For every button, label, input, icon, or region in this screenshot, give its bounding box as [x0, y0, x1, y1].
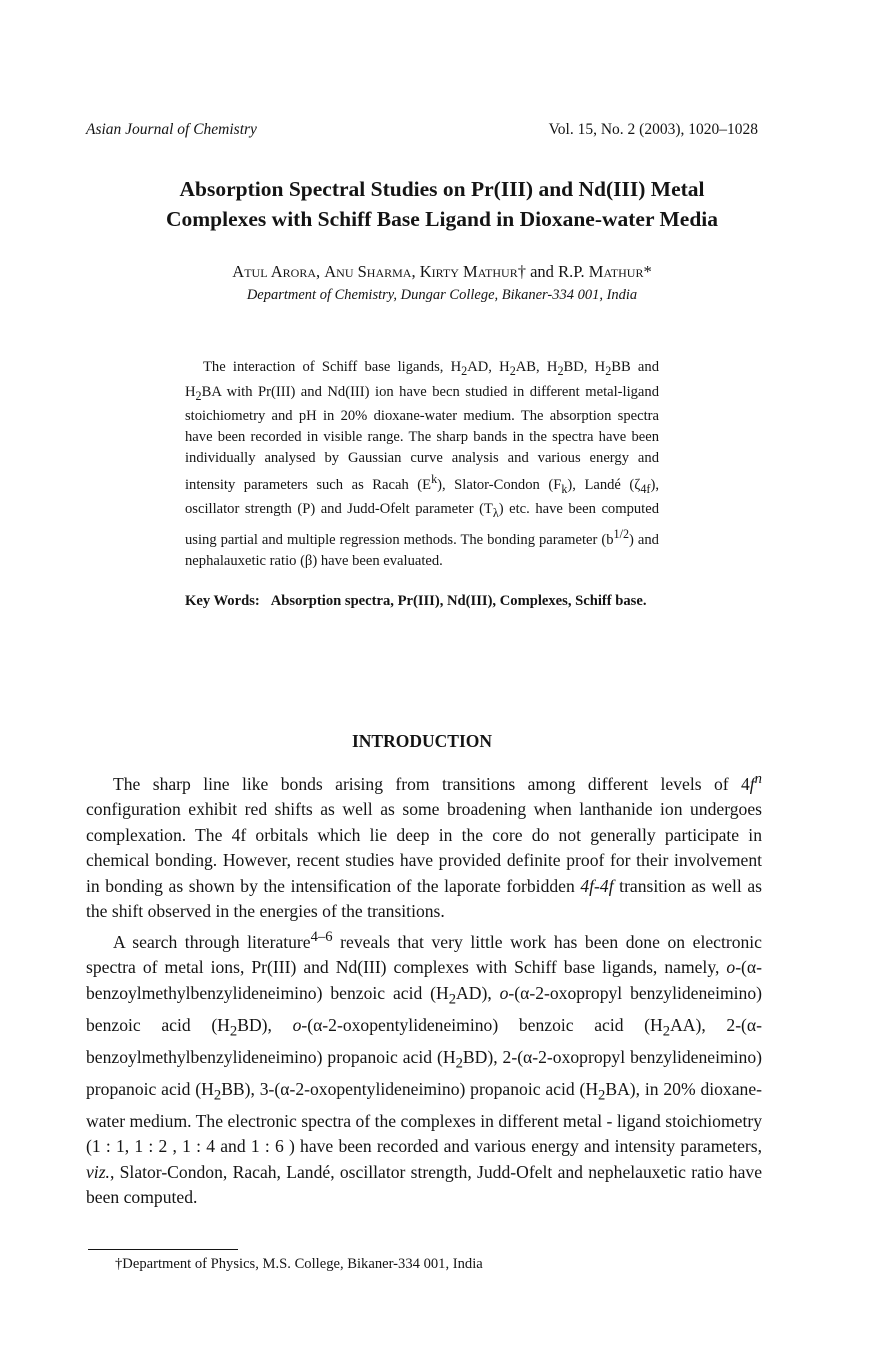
abstract-text: AB, H	[515, 359, 558, 375]
author-name: Anu Sharma	[324, 262, 412, 281]
volume-info: Vol. 15, No. 2 (2003), 1020–1028	[548, 121, 758, 138]
body-text: viz.	[86, 1161, 110, 1182]
body-text: -(α-2-oxopropyl benzylideneimino) benzoic acid (H	[86, 982, 762, 1035]
abstract-text: ) and nephalauxetic ratio (β) have been evaluated.	[185, 531, 659, 569]
abstract-text: ), Slator-Condon (F	[437, 476, 562, 493]
body-text: 4f-4f	[580, 875, 614, 896]
body-text: AA), 2-(α-benzoylmethylbenzylideneimino) propanoic acid (H	[86, 1014, 762, 1067]
paper-title	[60, 174, 824, 234]
abstract-text: The interaction of Schiff base ligands, H	[203, 359, 462, 375]
subscript: 2	[509, 363, 516, 378]
citation-superscript: 4–6	[310, 928, 333, 945]
introduction-body	[86, 767, 762, 1211]
abstract	[185, 357, 659, 572]
subscript: 2	[662, 1023, 671, 1040]
journal-name: Asian Journal of Chemistry	[86, 121, 257, 138]
footnote: †Department of Physics, M.S. College, Bikaner-334 001, India	[115, 1256, 483, 1272]
keywords	[185, 591, 659, 612]
title-line-2: Complexes with Schiff Base Ligand in Dioxane-water Media	[165, 207, 719, 231]
body-text: AD),	[456, 982, 500, 1003]
author-separator: ,	[411, 262, 420, 281]
subscript: 2	[455, 1055, 463, 1072]
author-name: R.P. Mathur	[558, 262, 644, 281]
subscript: 2	[605, 363, 612, 378]
body-text: f	[749, 773, 755, 794]
abstract-text: ) etc. have been computed using partial and multiple regression methods. The bonding parameter (b	[185, 501, 659, 548]
abstract-text: ), oscillator strength (P) and Judd-Ofelt parameter (T	[185, 476, 659, 518]
body-text: transition as well as the shift observed in the energies of the transitions.	[86, 875, 763, 922]
body-text: , Slator-Condon, Racah, Landé, oscillator strength, Judd-Ofelt and nephelauxetic ratio have been computed.	[86, 1161, 762, 1208]
abstract-text: BD, H	[563, 359, 606, 375]
body-text: o	[499, 982, 509, 1003]
subscript: 2	[598, 1087, 606, 1104]
paragraph	[86, 767, 762, 925]
author-separator: and	[525, 262, 559, 281]
body-text: The sharp line like bonds arising from transitions among different levels of 4	[113, 773, 750, 794]
superscript: k	[431, 471, 438, 486]
author-name: Kirty Mathur	[419, 262, 518, 281]
subscript: 2	[195, 388, 202, 403]
body-text: BD),	[237, 1014, 293, 1035]
superscript: n	[754, 771, 762, 787]
author-list	[60, 262, 824, 282]
footnote-divider	[88, 1249, 238, 1250]
abstract-text: AD, H	[467, 359, 510, 375]
subscript: k	[561, 481, 568, 496]
abstract-text: ), Landé (ζ	[567, 476, 641, 493]
subscript: 2	[229, 1023, 238, 1040]
body-text: BA), in 20% dioxane-water medium. The electronic spectra of the complexes in different metal - ligand stoichiometry (1 : 1, 1 : 2 , 1 : 4 and 1 : 6 ) have been recorded and various energy and intensity parameters,	[86, 1078, 762, 1157]
body-text: configuration exhibit red shifts as well as some broadening when lanthanide ion undergoes complexation. The 4f orbitals which lie deep in the core do not generally participate in chemical bonding. However, recent studies have provided definite proof for their involvement in bonding as shown by the intensification of the laporate forbidden	[86, 799, 762, 896]
author-separator: ,	[316, 262, 325, 281]
affiliation: Department of Chemistry, Dungar College, Bikaner-334 001, India	[246, 287, 638, 303]
keywords-text: Absorption spectra, Pr(III), Nd(III), Complexes, Schiff base.	[270, 593, 647, 609]
body-text: -(α-benzoylmethylbenzylideneimino) benzoic acid (H	[86, 957, 762, 1003]
body-text: reveals that very little work has been done on electronic spectra of metal ions, Pr(III) and Nd(III) complexes with Schiff base ligands, namely,	[86, 931, 762, 978]
corresponding-mark: *	[643, 262, 652, 281]
subscript: 2	[213, 1087, 222, 1104]
body-text: BD), 2-(α-2-oxopropyl benzylideneimino) propanoic acid (H	[86, 1046, 762, 1099]
subscript: 4f	[640, 481, 651, 496]
paragraph	[86, 925, 762, 1211]
subscript: 2	[461, 363, 468, 378]
subscript: 2	[448, 991, 457, 1008]
title-line-1: Absorption Spectral Studies on Pr(III) and Nd(III) Metal	[179, 177, 705, 201]
abstract-text: BB and H	[185, 359, 660, 400]
subscript: 2	[557, 363, 564, 378]
abstract-text: BA with Pr(III) and Nd(III) ion have becn studied in different metal-ligand stoichiometry and pH in 20% dioxane-water medium. The absorption spectra have been recorded in visible range. The sharp bands in the spectra have been individually analysed by Gaussian curve analysis and various energy and intensity parameters such as Racah (E	[185, 383, 659, 493]
section-heading-introduction: INTRODUCTION	[351, 731, 493, 751]
footnote-mark: †	[517, 262, 526, 281]
author-name: Atul Arora	[232, 262, 316, 281]
body-text: BB), 3-(α-2-oxopentylideneimino) propanoic acid (H	[221, 1078, 599, 1099]
running-head	[86, 121, 758, 139]
keywords-label: Key Words:	[185, 593, 260, 609]
subscript: λ	[492, 506, 499, 521]
superscript: 1/2	[613, 527, 630, 542]
body-text: o	[726, 957, 736, 978]
body-text: o	[292, 1014, 302, 1035]
body-text: -(α-2-oxopentylideneimino) benzoic acid (H	[301, 1014, 663, 1035]
body-text: A search through literature	[113, 931, 311, 952]
